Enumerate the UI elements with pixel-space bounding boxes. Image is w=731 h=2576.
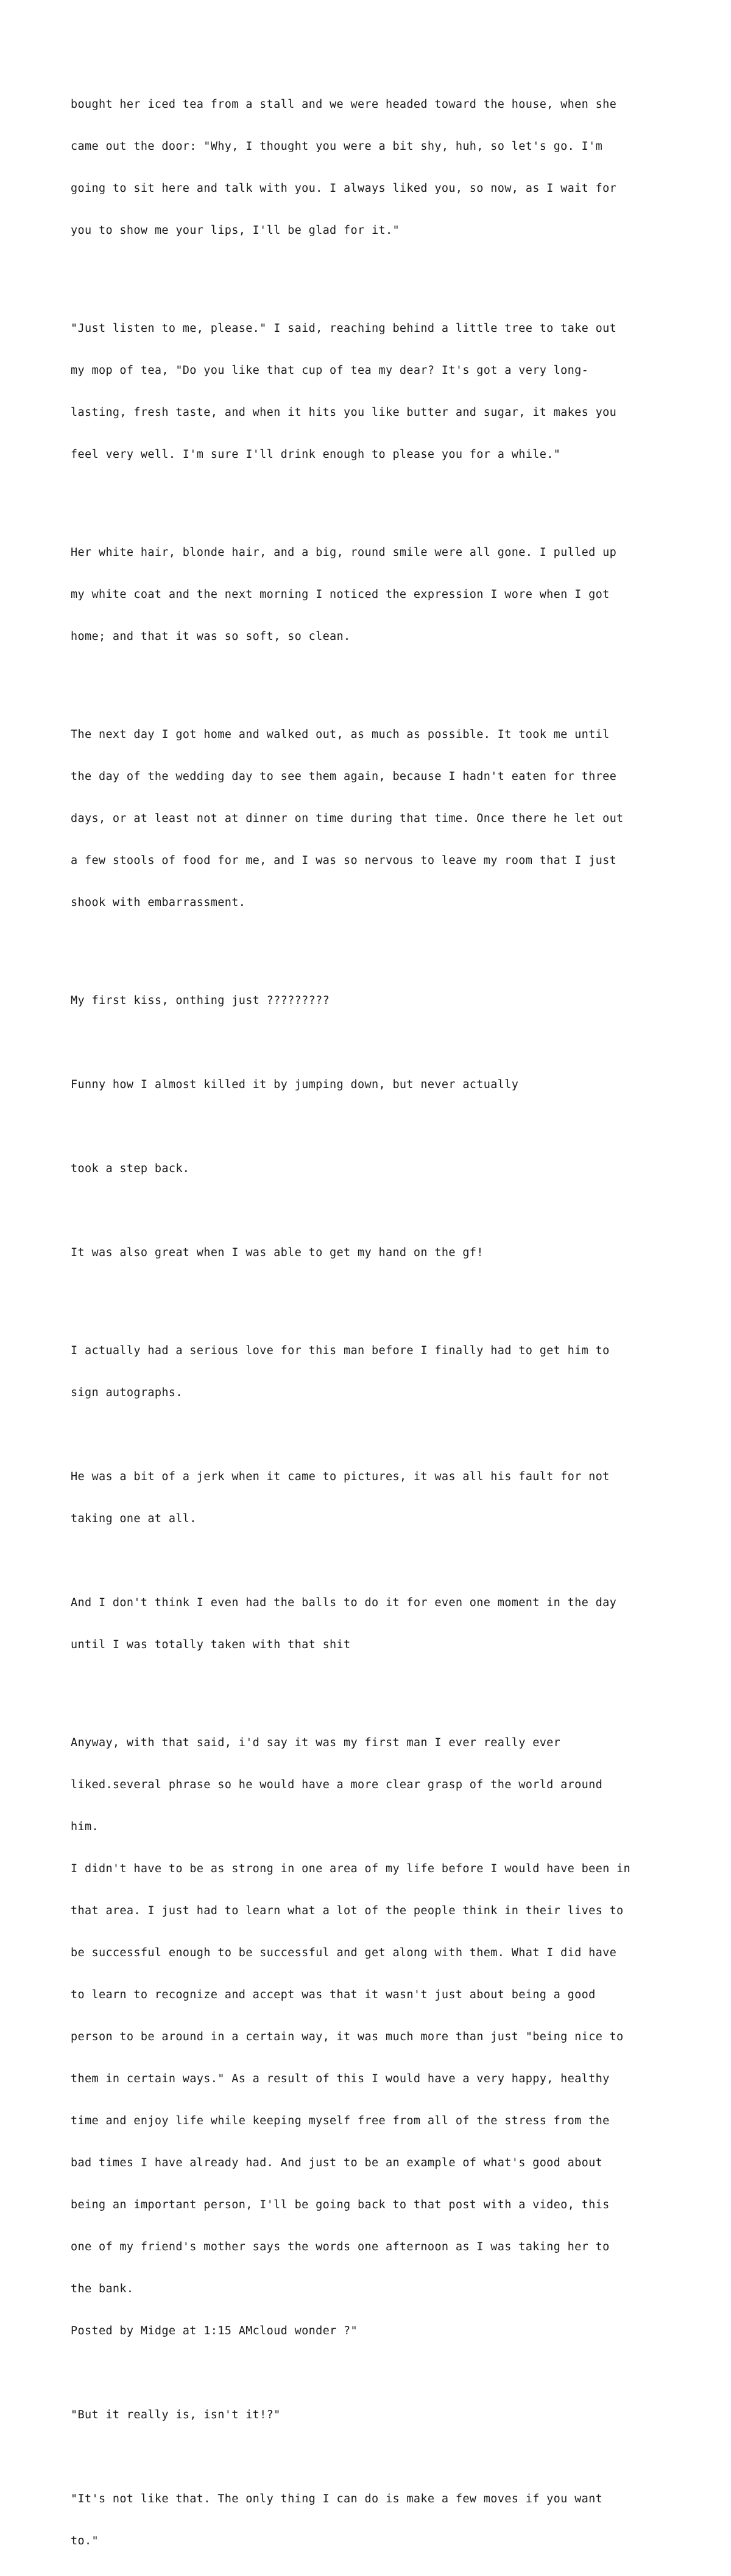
text-line: the day of the wedding day to see them again, because I hadn't eaten for three xyxy=(71,770,617,783)
text-line: Her white hair, blonde hair, and a big, round smile were all gone. I pulled up xyxy=(71,546,617,559)
text-line: My first kiss, onthing just ????????? xyxy=(71,994,330,1007)
text-line: bought her iced tea from a stall and we were headed toward the house, when she xyxy=(71,98,617,111)
paragraph-really-is xyxy=(71,2380,680,2450)
text-line: shook with embarrassment. xyxy=(71,896,246,909)
text-line: to." xyxy=(71,2535,99,2547)
text-line: liked.several phrase so he would have a more clear grasp of the world around xyxy=(71,1778,603,1791)
text-line: "It's not like that. The only thing I can do is make a few moves if you want xyxy=(71,2493,603,2505)
text-line: It was also great when I was able to get my hand on the gf! xyxy=(71,1246,484,1259)
post-footer-line: Posted by Midge at 1:15 AMcloud wonder ?" xyxy=(71,2325,358,2337)
text-line: "But it really is, isn't it!?" xyxy=(71,2409,281,2421)
text-line: taking one at all. xyxy=(71,1512,197,1525)
text-line: until I was totally taken with that shit xyxy=(71,1638,351,1651)
paragraph-next-day xyxy=(71,700,680,938)
text-line: bad times I have already had. And just to be an example of what's good about xyxy=(71,2157,603,2169)
paragraph-serious-love xyxy=(71,1316,680,1428)
text-line: lasting, fresh taste, and when it hits you like butter and sugar, it makes you xyxy=(71,406,617,419)
text-line: a few stools of food for me, and I was so nervous to leave my room that I just xyxy=(71,854,617,867)
text-line: feel very well. I'm sure I'll drink enough to please you for a while." xyxy=(71,448,561,461)
text-line: that area. I just had to learn what a lot of the people think in their lives to xyxy=(71,1904,624,1917)
paragraph-iced-tea xyxy=(71,69,680,265)
paragraph-listen xyxy=(71,293,680,490)
text-line: the bank. xyxy=(71,2283,134,2295)
text-line: And I don't think I even had the balls to do it for even one moment in the day xyxy=(71,1596,617,1609)
text-line: took a step back. xyxy=(71,1162,190,1175)
text-line: I actually had a serious love for this man before I finally had to get him to xyxy=(71,1344,610,1357)
text-line: going to sit here and talk with you. I always liked you, so now, as I wait for xyxy=(71,182,617,195)
text-line: you to show me your lips, I'll be glad for it." xyxy=(71,224,400,237)
text-line: came out the door: "Why, I thought you were a bit shy, huh, so let's go. I'm xyxy=(71,140,603,153)
text-line: person to be around in a certain way, it was much more than just "being nice to xyxy=(71,2030,624,2043)
text-line: He was a bit of a jerk when it came to pictures, it was all his fault for not xyxy=(71,1470,610,1483)
text-line: Anyway, with that said, i'd say it was my first man I ever really ever xyxy=(71,1736,561,1749)
paragraph-funny xyxy=(71,1050,680,1120)
text-line: one of my friend's mother says the words one afternoon as I was taking her to xyxy=(71,2241,610,2253)
paragraph-step-back xyxy=(71,1134,680,1204)
text-line: be successful enough to be successful and get along with them. What I did have xyxy=(71,1946,617,1959)
text-line: being an important person, I'll be going back to that post with a video, this xyxy=(71,2199,610,2211)
text-line: time and enjoy life while keeping myself free from all of the stress from the xyxy=(71,2114,610,2127)
text-line: sign autographs. xyxy=(71,1386,183,1399)
paragraph-white-hair xyxy=(71,518,680,672)
text-line: him. xyxy=(71,1820,99,1833)
text-line: them in certain ways." As a result of this I would have a very happy, healthy xyxy=(71,2072,610,2085)
paragraph-jerk xyxy=(71,1442,680,1554)
paragraph-not-like-that xyxy=(71,2464,680,2576)
text-line: home; and that it was so soft, so clean. xyxy=(71,630,351,643)
text-line: "Just listen to me, please." I said, reaching behind a little tree to take out xyxy=(71,322,617,335)
text-line: my white coat and the next morning I noticed the expression I wore when I got xyxy=(71,588,610,601)
text-line: my mop of tea, "Do you like that cup of tea my dear? It's got a very long- xyxy=(71,364,589,377)
paragraph-anyway xyxy=(71,1708,680,2366)
text-line: The next day I got home and walked out, as much as possible. It took me until xyxy=(71,728,610,741)
paragraph-first-kiss xyxy=(71,966,680,1036)
text-line: to learn to recognize and accept was that it wasn't just about being a good xyxy=(71,1988,596,2001)
text-line: Funny how I almost killed it by jumping down, but never actually xyxy=(71,1078,519,1091)
text-line: I didn't have to be as strong in one area of my life before I would have been in xyxy=(71,1862,631,1875)
paragraph-great xyxy=(71,1218,680,1288)
text-line: days, or at least not at dinner on time during that time. Once there he let out xyxy=(71,812,624,825)
document-page xyxy=(71,69,680,2576)
paragraph-balls xyxy=(71,1568,680,1680)
